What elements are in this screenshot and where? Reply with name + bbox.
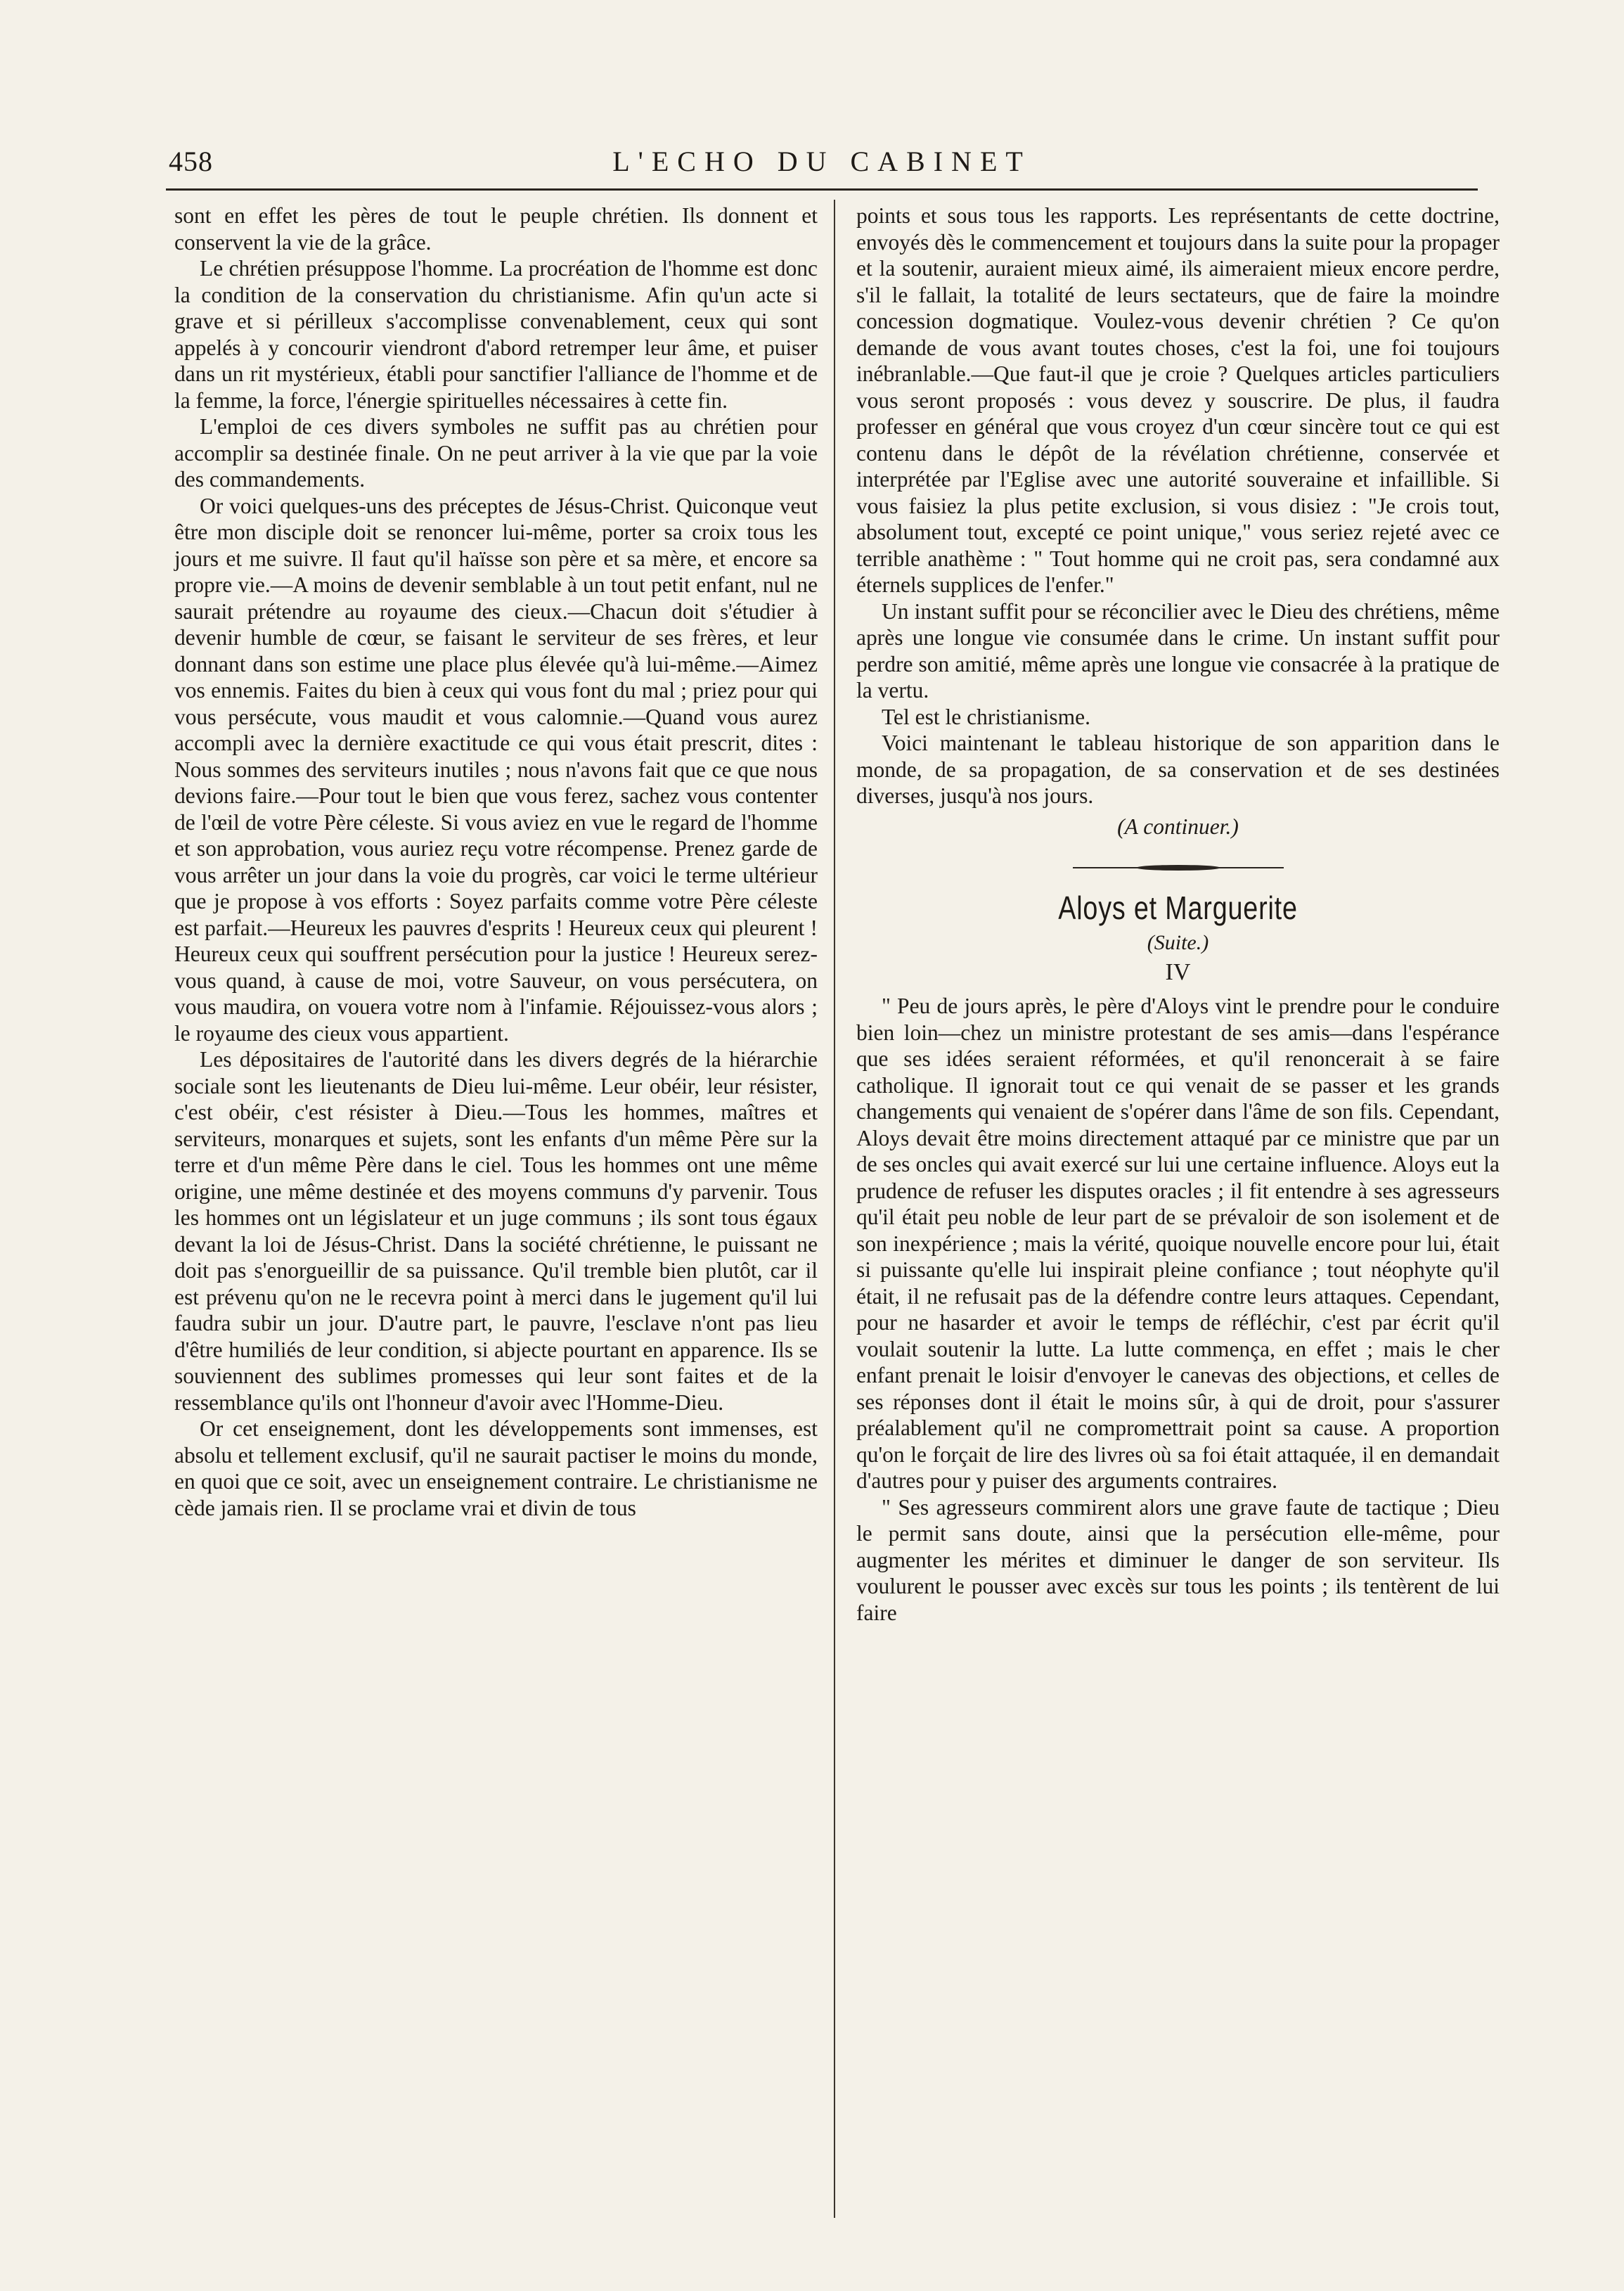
- newspaper-page: [166, 138, 1500, 2219]
- header-rule: [166, 188, 1478, 191]
- right-column: [856, 203, 1500, 1626]
- page-number: 458: [169, 146, 213, 177]
- paragraph: " Peu de jours après, le père d'Aloys vint le prendre pour le conduire bien loin—chez un ministre protestant de ses amis—dans l'espérance que ses idées seraient réformées, et qu'il renoncerait à se faire catholique. Il ignorait tout ce qui venait de se passer et les grands changements qui venaient de s'opérer dans l'âme de son fils. Cependant, Aloys devait être moins directement attaqué par ce ministre que par un de ses oncles qui avait exercé sur lui une certaine influence. Aloys eut la prudence de refuser les disputes oracles ; il fit entendre à ses agresseurs qu'il était peu noble de leur part de se prévaloir de son isolement et de son inexpérience ; mais la vérité, quoique nouvelle encore pour lui, était si puissante qu'elle lui inspirait pleine confiance ; tout néophyte qu'il était, il ne refusait pas de la défendre contre leurs attaques. Cependant, pour ne hasarder et avoir le temps de réfléchir, c'est par écrit qu'il voulait soutenir la lutte. La lutte commença, en effet ; mais le cher enfant prenait le loisir d'envoyer le canevas des objections, et celles de ses réponses dont il était le moins sûr, à qui de droit, pour s'assurer préalablement qu'il ne compromettrait point sa cause. A proportion qu'on le forçait de lire des livres où sa foi était attaquée, il en demandait d'autres pour y puiser des arguments contraires.: [856, 994, 1500, 1493]
- paragraph: Or voici quelques-uns des préceptes de Jésus-Christ. Quiconque veut être mon disciple doit se renoncer lui-même, porter sa croix tous les jours et me suivre. Il faut qu'il haïsse son père et sa mère, et encore sa propre vie.—A moins de devenir semblable à un tout petit enfant, nul ne saurait prétendre au royaume des cieux.—Chacun doit s'étudier à devenir humble de cœur, se faisant le serviteur de ses frères, et leur donnant dans son estime une place plus élevée qu'à lui-même.—Aimez vos ennemis. Faites du bien à ceux qui vous font du mal ; priez pour qui vous persécute, vous maudit et vous calomnie.—Quand vous aurez accompli avec la dernière exactitude ce qui vous était prescrit, dites : Nous sommes des serviteurs inutiles ; nous n'avons fait que ce que nous devions faire.—Pour tout le bien que vous ferez, sachez vous contenter de l'œil de votre Père céleste. Si vous aviez en vue le regard de l'homme et son approbation, vous auriez reçu votre récompense. Prenez garde de vous arrêter un jour dans la voie du progrès, car voici le terme ultérieur que je propose à vos efforts : Soyez parfaits comme votre Père céleste est parfait.—Heureux les pauvres d'esprits ! Heureux ceux qui pleurent ! Heureux ceux qui souffrent persécution pour la justice ! Heureux serez-vous quand, à cause de moi, votre Sauveur, on vous persécutera, on vous maudira, on vouera votre nom à l'infamie. Réjouissez-vous alors ; le royaume des cieux vous appartient.: [174, 493, 818, 1046]
- paragraph: Le chrétien présuppose l'homme. La procréation de l'homme est donc la condition de la conservation du christianisme. Afin qu'un acte si grave et si périlleux s'accomplisse convenablement, ceux qui sont appelés à y concourir viendront d'abord retremper leur âme, et puiser dans un rit mystérieux, établi pour sanctifier l'alliance de l'homme et de la femme, la force, l'énergie spirituelles nécessaires à cette fin.: [174, 256, 818, 413]
- paragraph: Or cet enseignement, dont les développements sont immenses, est absolu et tellement exclusif, qu'il ne saurait pactiser le moins du monde, en quoi que ce soit, avec un enseignement contraire. Le christianisme ne cède jamais rien. Il se proclame vrai et divin de tous: [174, 1416, 818, 1520]
- ornamental-rule: [1073, 865, 1284, 871]
- paragraph: L'emploi de ces divers symboles ne suffit pas au chrétien pour accomplir sa destinée finale. On ne peut arriver à la vie que par la voie des commandements.: [174, 414, 818, 492]
- column-separator: [834, 200, 835, 2218]
- chapter-number: IV: [1165, 959, 1191, 985]
- paragraph: Les dépositaires de l'autorité dans les divers degrés de la hiérarchie sociale sont les lieutenants de Dieu lui-même. Leur obéir, leur résister, c'est obéir, c'est résister à Dieu.—Tous les hommes, maîtres et serviteurs, monarques et sujets, sont les enfants d'un même Père sur la terre et d'un même Père dans le ciel. Tous les hommes ont une même origine, une même destinée et des moyens communs d'y parvenir. Tous les hommes ont un législateur et un juge communs ; ils sont tous égaux devant la loi de Jésus-Christ. Dans la société chrétienne, le puissant ne doit pas s'enorgueillir de sa puissance. Qu'il tremble bien plutôt, car il est prévenu qu'on ne le recevra point à merci dans le jugement qu'il lui faudra subir un jour. D'autre part, le pauvre, l'esclave n'ont pas lieu d'être humiliés de leur condition, si abjecte pourtant en apparence. Ils se souviennent des sublimes promesses qui leur sont faites et de la ressemblance qu'ils ont l'honneur d'avoir avec l'Homme-Dieu.: [174, 1047, 818, 1415]
- paragraph: Un instant suffit pour se réconcilier avec le Dieu des chrétiens, même après une longue vie consumée dans le crime. Un instant suffit pour perdre son amitié, même après une longue vie consacrée à la pratique de la vertu.: [856, 598, 1500, 702]
- paragraph: sont en effet les pères de tout le peuple chrétien. Ils donnent et conservent la vie de la grâce.: [174, 203, 818, 255]
- running-head: L'ECHO DU CABINET: [612, 146, 1031, 177]
- paragraph: Tel est le christianisme.: [882, 704, 1090, 729]
- story-subtitle: (Suite.): [1147, 931, 1209, 954]
- story-title: Aloys et Marguerite: [1058, 890, 1298, 926]
- left-column: [174, 203, 818, 1521]
- paragraph: " Ses agresseurs commirent alors une grave faute de tactique ; Dieu le permit sans doute, ainsi que la persécution elle-même, pour augmenter les mérites et diminuer le danger de son serviteur. Ils voulurent le pousser avec excès sur tous les points ; ils tentèrent de lui faire: [856, 1494, 1500, 1625]
- page-header: [166, 138, 1478, 180]
- to-be-continued: (A continuer.): [1117, 814, 1239, 839]
- paragraph: points et sous tous les rapports. Les représentants de cette doctrine, envoyés dès le commencement et toujours dans la suite pour la propager et la soutenir, auraient mieux aimé, ils aimeraient mieux encore perdre, s'il le fallait, la totalité de leurs sectateurs, que de faire la moindre concession dogmatique. Voulez-vous devenir chrétien ? Ce qu'on demande de vous avant toutes choses, c'est la foi, une foi toujours inébranlable.—Que faut-il que je croie ? Quelques articles particuliers vous seront proposés : vous devez y souscrire. De plus, il faudra professer en général que vous croyez d'un cœur sincère tout ce qui est contenu dans le dépôt de la révélation chrétienne, conservée et interprétée par l'Eglise avec une autorité souveraine et infaillible. Si vous faisiez la plus petite exclusion, si vous disiez : "Je crois tout, absolument tout, excepté ce point unique," vous seriez rejeté avec ce terrible anathème : " Tout homme qui ne croit pas, sera condamné aux éternels supplices de l'enfer.": [856, 203, 1500, 597]
- paragraph: Voici maintenant le tableau historique de son apparition dans le monde, de sa propagation, de sa conservation et de ses destinées diverses, jusqu'à nos jours.: [856, 731, 1500, 808]
